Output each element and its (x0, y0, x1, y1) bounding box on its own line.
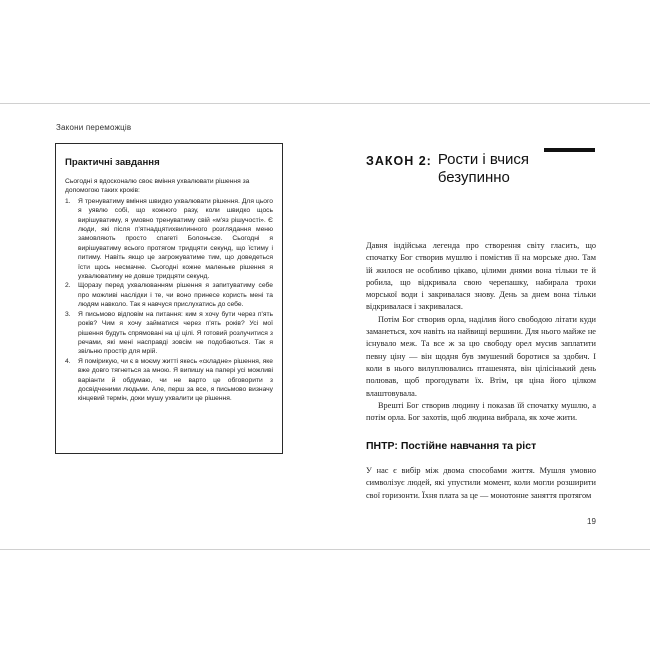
task-text: Я письмово відповім на питання: ким я хочу бути через п'ять років? Чим я хочу займатися через п'ять років? Усі мої рішення будуть спрямовані на ці цілі. Я готовий розлучитися з речами, які мені насправді зовсім не подобаються. Так я звільню простір для мрій. (78, 310, 273, 356)
body-paragraph: Врешті Бог створив людину і показав їй спочатку мушлю, а потім орла. Бог захотів, щоб людина вибрала, як хоче жити. (366, 400, 596, 423)
task-text: Я тренуватиму вміння швидко ухвалювати рішення. Для цього я уявлю собі, що кожного разу, коли швидко щось вирішуватиму, я умовно тренуватиму свій «м'яз рішучості». Є люди, які після п'ятнадцятихвилинного розглядання меню замовляють просто спагеті Болоньєзе. Сьогодні я вирішуватиму всього протягом тридцяти секунд, що їстиму і питиму. Навіть якщо це загрожуватиме тим, що доведеться їсти щось несмачне. Сьогодні кожне маленьке рішення я ухвалюватиму не довше тридцяти секунд. (78, 197, 273, 281)
section-title: ПНТР: Постійне навчання та ріст (366, 440, 537, 452)
task-item (65, 197, 273, 282)
top-page-edge (0, 103, 650, 104)
section-body (366, 465, 596, 502)
body-paragraph: У нас є вибір між двома способами життя. Мушля умовно символізує людей, які упустили момент, коли могли розширити свої горизонти. Їхня плата за це — монотонне заняття протягом (366, 466, 596, 500)
task-text: Щоразу перед ухвалюванням рішення я запитуватиму себе про можливі наслідки і те, чи воно принесе користь мені та людям навколо. Так я навчуся прислухатись до себе. (78, 282, 273, 309)
task-list (65, 197, 273, 404)
task-number: 1. (65, 197, 71, 205)
task-item (65, 281, 273, 309)
practical-tasks-box (55, 143, 283, 454)
bottom-page-edge (0, 549, 650, 550)
task-number: 4. (65, 357, 71, 365)
task-number: 2. (65, 282, 71, 290)
box-title: Практичні завдання (65, 157, 160, 168)
task-number: 3. (65, 310, 71, 318)
task-text: Я помірикую, чи є в моєму житті якесь «складне» рішення, яке вже довго тягнеться за мною. Я випишу на папері усі можливі варіанти й обдумаю, чи не варто це обговорити з досвідченими людьми. Але, перш за все, я письмово визначу кінцевий термін, доки мушу ухвалити це рішення. (78, 357, 273, 403)
page-number: 19 (587, 517, 596, 526)
chapter-heading (366, 151, 596, 187)
body-paragraph: Давня індійська легенда про створення світу гласить, що спочатку Бог створив мушлю і помістив її на морське дно. Там їй жилося не особливо цікаво, цілими днями вона тільки те й робила, що відкривала свою черепашку, набирала трохи морської води і закривалася знову. День за днем вона тільки відкривалася і закривалася. (366, 241, 596, 312)
task-item (65, 357, 273, 404)
body-paragraph: Потім Бог створив орла, наділив його свободою літати куди заманеться, хоч навіть на найвищі вершини. Для нього майже не існувало меж. Та все ж за цю свободу орел мусив заплатити певну ціну — він щодня був змушений боротися за здобич. І коли в нього вилуплювались пташенята, він цілісінький день полював, щоб прогодувати їх. Втім, ця ціна його цілком влаштовувала. (366, 314, 596, 398)
chapter-title: Рости і вчися безупинно (437, 151, 530, 186)
running-head: Закони переможців (56, 123, 132, 132)
task-item (65, 310, 273, 357)
box-intro: Сьогодні я вдосконалю своє вміння ухвалювати рішення за допомогою таких кроків: (65, 178, 250, 195)
chapter-label: ЗАКОН 2: (366, 154, 432, 168)
chapter-body (366, 240, 596, 424)
